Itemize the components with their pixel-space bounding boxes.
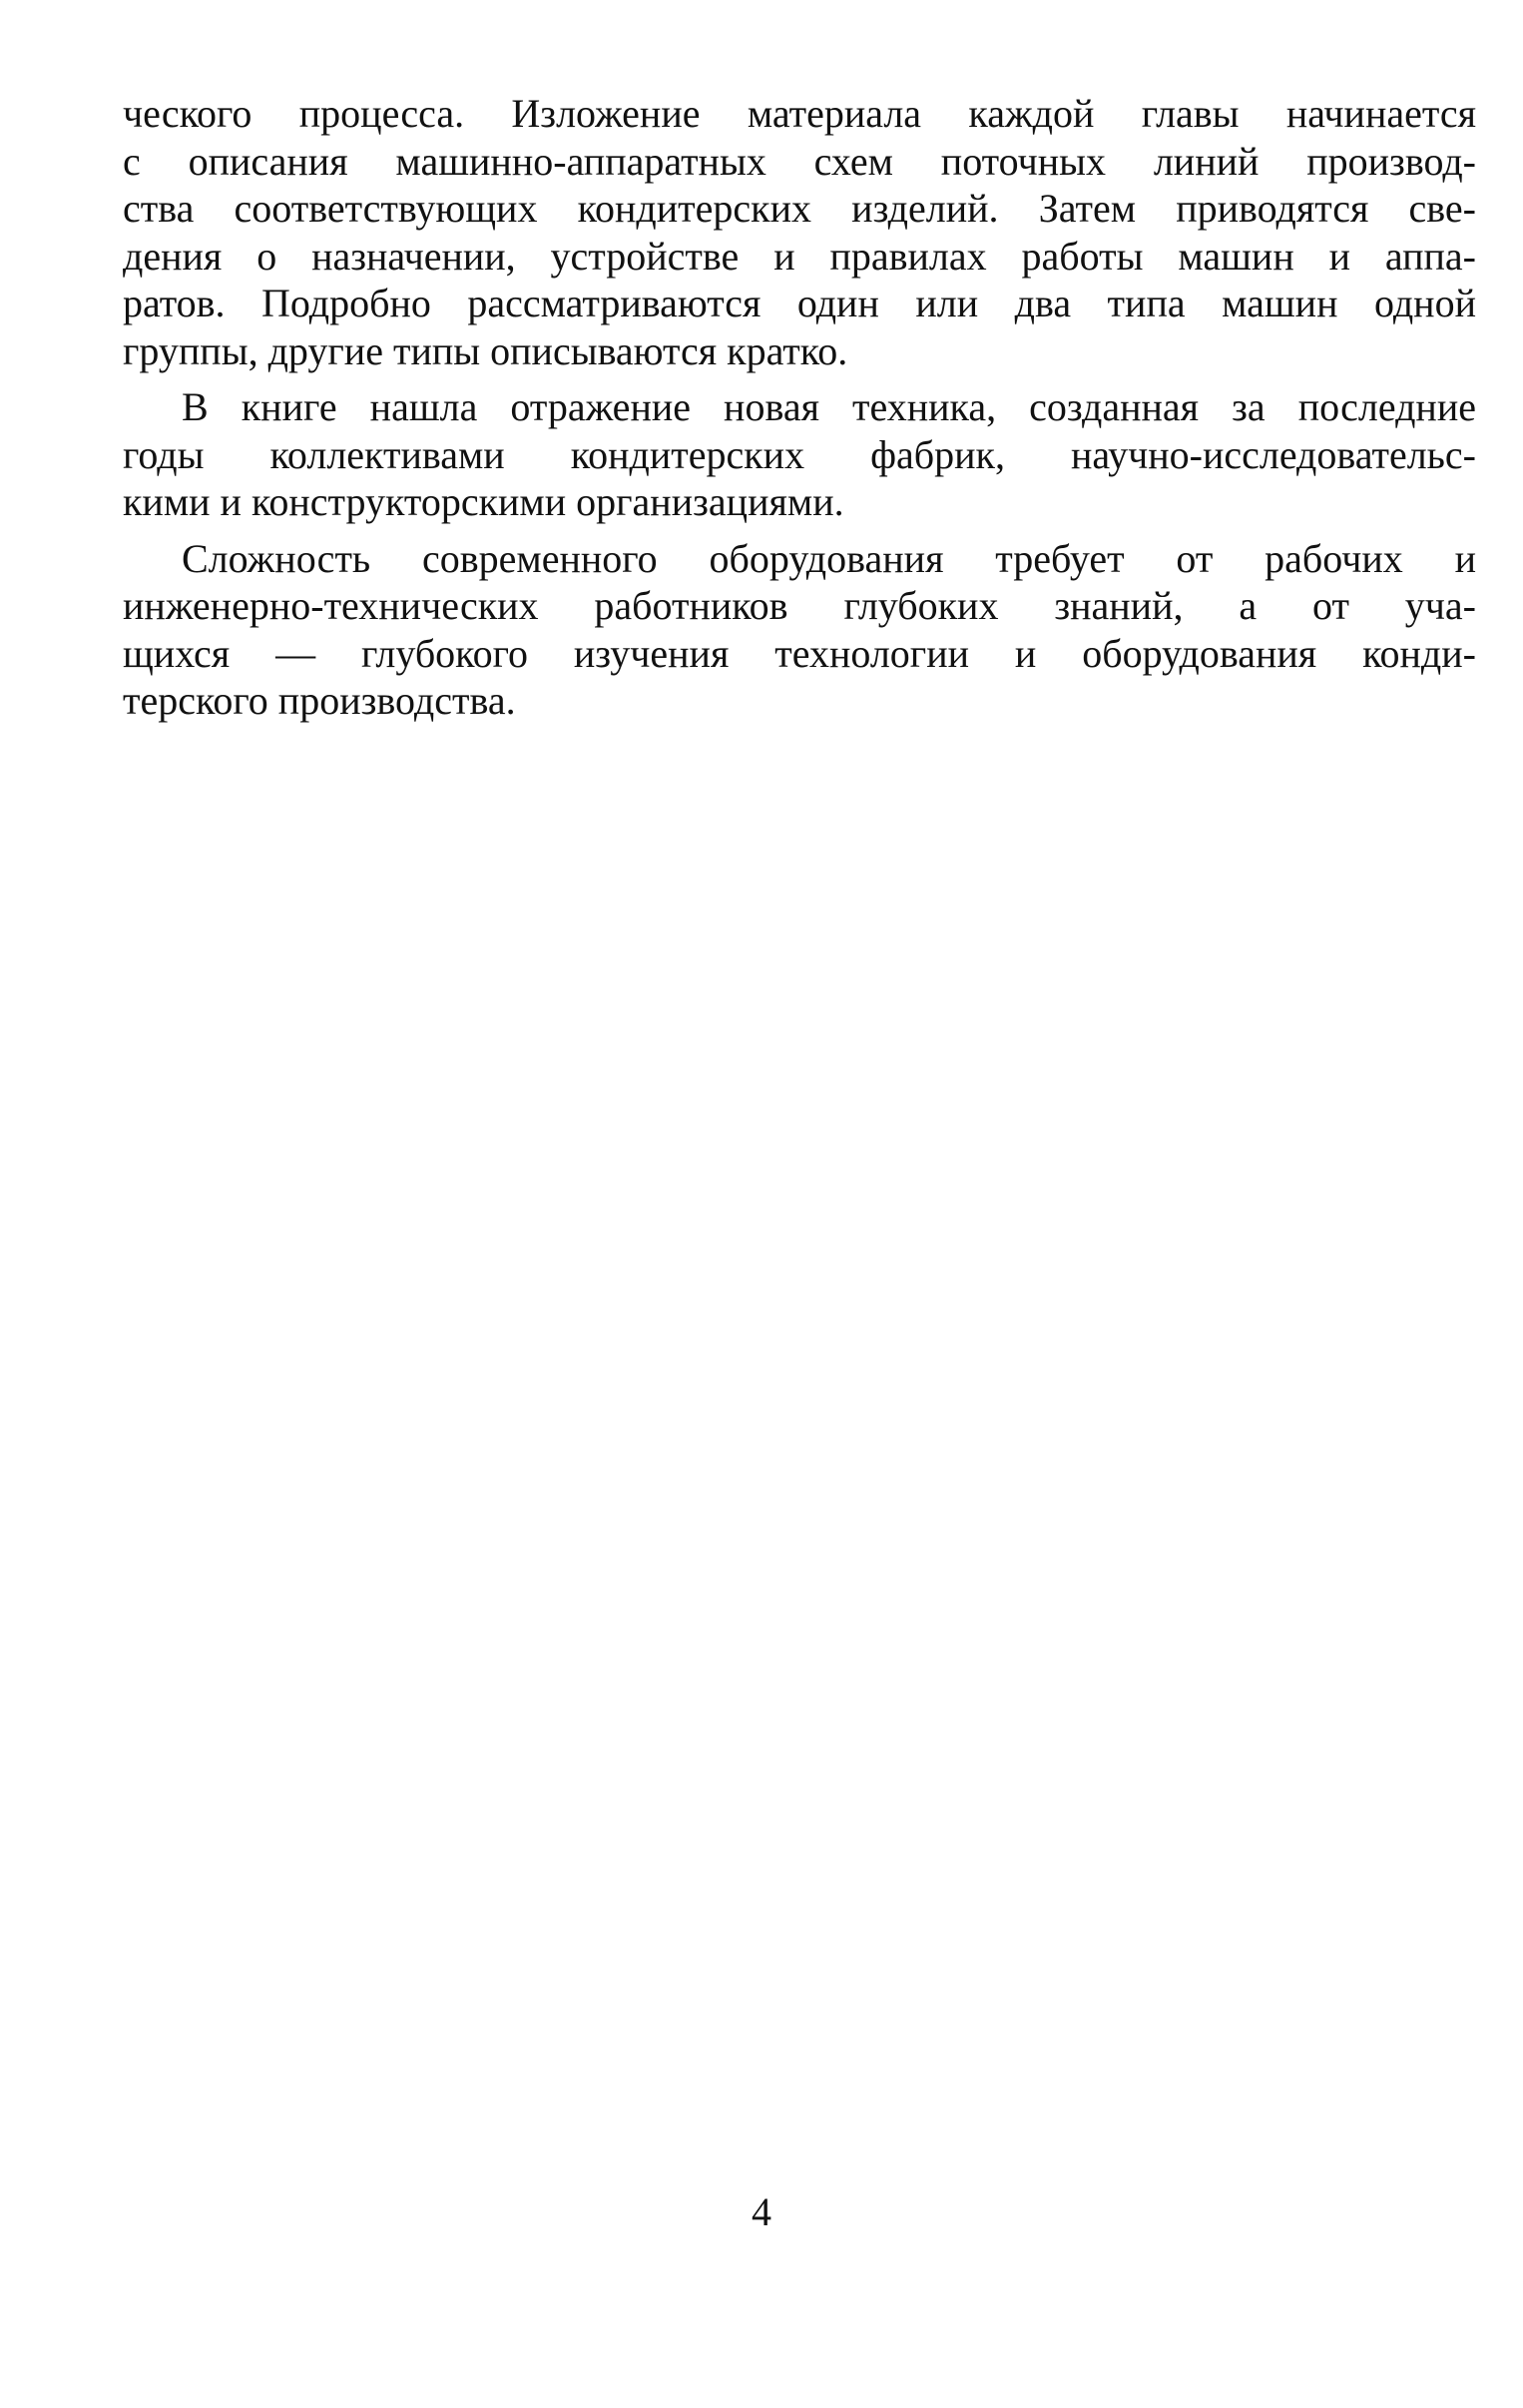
text-line: инженерно-технических работников глубоких знаний, а от уча- <box>123 583 1476 628</box>
text-line: ческого процесса. Изложение материала каждой главы начинается <box>123 91 1476 136</box>
text-line: годы коллективами кондитерских фабрик, научно-исследовательс- <box>123 431 1476 477</box>
text-line: терского производства. <box>123 678 516 723</box>
text-line: дения о назначении, устройстве и правилах работы машин и аппа- <box>123 233 1476 279</box>
body-text <box>123 90 1476 725</box>
text-line: ратов. Подробно рассматриваются один или два типа машин одной <box>123 281 1476 325</box>
paragraph-3 <box>123 535 1476 725</box>
paragraph-1 <box>123 90 1476 374</box>
text-line: Сложность современного оборудования требует от рабочих и <box>182 535 1476 581</box>
text-line: ства соответствующих кондитерских изделий. Затем приводятся све- <box>123 186 1476 231</box>
text-line: щихся — глубокого изучения технологии и оборудования конди- <box>123 630 1476 676</box>
text-line: группы, другие типы описываются кратко. <box>123 327 848 373</box>
text-line: В книге нашла отражение новая техника, созданная за последние <box>182 384 1476 429</box>
text-line: кими и конструкторскими организациями. <box>123 479 844 524</box>
text-line: с описания машинно-аппаратных схем поточных линий производ- <box>123 138 1476 184</box>
page-number: 4 <box>752 2189 771 2234</box>
paragraph-2 <box>123 383 1476 526</box>
